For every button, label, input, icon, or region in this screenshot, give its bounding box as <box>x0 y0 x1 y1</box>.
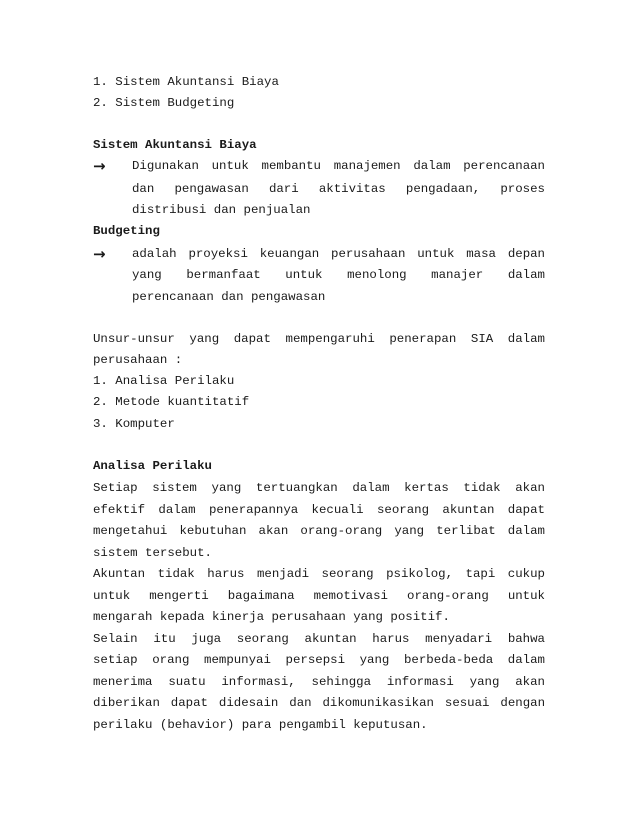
list-item: 2. Metode kuantitatif <box>93 395 250 409</box>
arrow-right-icon: → <box>93 157 106 175</box>
paragraph-line: perilaku (behavior) para pengambil keputusan. <box>93 718 428 732</box>
paragraph-line: yang bermanfaat untuk menolong manajer dalam <box>132 268 545 282</box>
paragraph-line: adalah proyeksi keuangan perusahaan untuk masa depan <box>132 247 545 261</box>
paragraph-line: perusahaan : <box>93 353 183 367</box>
paragraph-line: Digunakan untuk membantu manajemen dalam perencanaan <box>132 159 545 173</box>
paragraph-line: menerima suatu informasi, sehingga informasi yang akan <box>93 675 545 689</box>
paragraph-line: mengarah kepada kinerja perusahaan yang positif. <box>93 610 450 624</box>
paragraph-line: Selain itu juga seorang akuntan harus menyadari bahwa <box>93 632 545 646</box>
paragraph-line: Setiap sistem yang tertuangkan dalam kertas tidak akan <box>93 481 545 495</box>
paragraph-line: diberikan dapat didesain dan dikomunikasikan sesuai dengan <box>93 696 545 710</box>
paragraph-line: mengetahui kebutuhan akan orang-orang yang terlibat dalam <box>93 524 545 538</box>
list-item: 1. Analisa Perilaku <box>93 374 235 388</box>
section-heading: Sistem Akuntansi Biaya <box>93 138 257 152</box>
paragraph-line: setiap orang mempunyai persepsi yang berbeda-beda dalam <box>93 653 545 667</box>
list-item: 3. Komputer <box>93 417 175 431</box>
arrow-right-icon: → <box>93 245 106 263</box>
list-item: 2. Sistem Budgeting <box>93 96 235 110</box>
paragraph-line: distribusi dan penjualan <box>132 203 311 217</box>
section-heading: Analisa Perilaku <box>93 459 212 473</box>
paragraph-line: perencanaan dan pengawasan <box>132 290 326 304</box>
paragraph-line: Akuntan tidak harus menjadi seorang psikolog, tapi cukup <box>93 567 545 581</box>
paragraph-line: Unsur-unsur yang dapat mempengaruhi penerapan SIA dalam <box>93 332 545 346</box>
paragraph-line: untuk mengerti bagaimana memotivasi orang-orang untuk <box>93 589 545 603</box>
list-item: 1. Sistem Akuntansi Biaya <box>93 75 279 89</box>
paragraph-line: efektif dalam penerapannya kecuali seorang akuntan dapat <box>93 503 545 517</box>
paragraph-line: sistem tersebut. <box>93 546 212 560</box>
paragraph-line: dan pengawasan dari aktivitas pengadaan, proses <box>132 182 545 196</box>
section-heading: Budgeting <box>93 224 160 238</box>
